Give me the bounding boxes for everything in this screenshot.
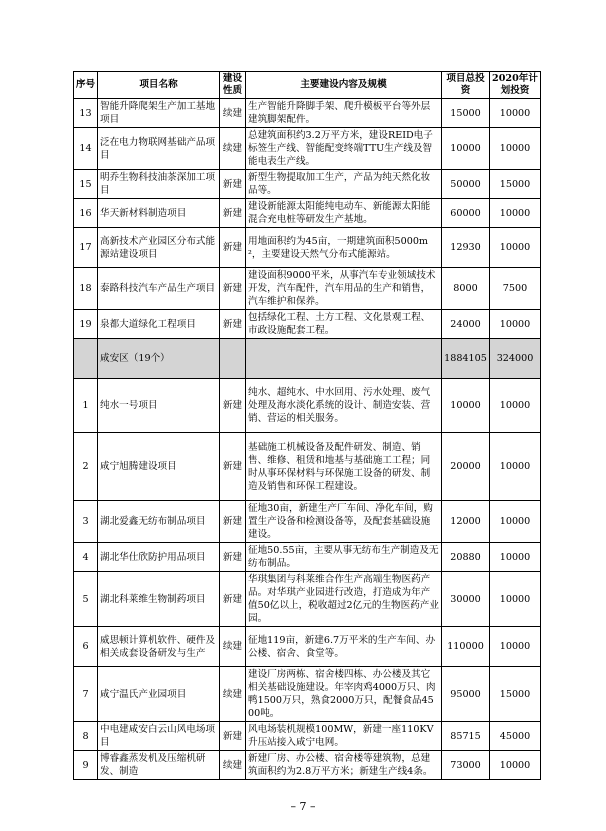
- row-no-cell: 8: [74, 722, 98, 751]
- section-name-cell: 咸安区（19个）: [98, 339, 220, 379]
- page-number: – 7 –: [290, 800, 316, 813]
- row-content-cell: 总建筑面积约3.2万平方米，建设REID电子标签生产线、智能配变终端TTU生产线及智能电表生产线。: [246, 128, 442, 170]
- row-no-cell: 4: [74, 543, 98, 572]
- row-no-cell: 14: [74, 128, 98, 170]
- row-name-cell: 纯水一号项目: [98, 379, 220, 433]
- table-row: [74, 543, 541, 572]
- row-name-cell: 华天新材料制造项目: [98, 199, 220, 228]
- row-no-cell: 6: [74, 627, 98, 667]
- row-no-cell: 15: [74, 170, 98, 199]
- row-total-cell: 73000: [442, 751, 490, 780]
- table-row: [74, 751, 541, 780]
- row-no-cell: 2: [74, 433, 98, 501]
- row-name-cell: 泉都大道绿化工程项目: [98, 310, 220, 339]
- table-row: [74, 433, 541, 501]
- row-plan-cell: 15000: [490, 170, 541, 199]
- row-name-cell: 湖北科莱维生物制药项目: [98, 572, 220, 627]
- row-total-cell: 15000: [442, 99, 490, 128]
- row-plan-cell: 10000: [490, 99, 541, 128]
- row-total-cell: 10000: [442, 128, 490, 170]
- row-name-cell: 中电建咸安白云山风电场项目: [98, 722, 220, 751]
- row-total-cell: 20000: [442, 433, 490, 501]
- row-type-cell: 新建: [220, 543, 246, 572]
- row-total-cell: 24000: [442, 310, 490, 339]
- row-plan-cell: 10000: [490, 379, 541, 433]
- table-row: [74, 667, 541, 722]
- row-name-cell: 湖北华仕欣防护用品项目: [98, 543, 220, 572]
- row-plan-cell: 10000: [490, 543, 541, 572]
- row-plan-cell: 10000: [490, 751, 541, 780]
- row-name-cell: 明乔生物科技油茶深加工项目: [98, 170, 220, 199]
- row-type-cell: 新建: [220, 433, 246, 501]
- row-content-cell: 包括绿化工程、土方工程、文化景观工程、市政设施配套工程。: [246, 310, 442, 339]
- row-total-cell: 12000: [442, 501, 490, 543]
- row-type-cell: 续建: [220, 667, 246, 722]
- row-name-cell: 博睿鑫蒸发机及压缩机研发、制造: [98, 751, 220, 780]
- row-name-cell: 咸宁旭腾建设项目: [98, 433, 220, 501]
- row-no-cell: 5: [74, 572, 98, 627]
- row-total-cell: 50000: [442, 170, 490, 199]
- row-total-cell: 60000: [442, 199, 490, 228]
- row-no-cell: 18: [74, 268, 98, 310]
- row-no-cell: 19: [74, 310, 98, 339]
- section-total-cell: 1884105: [442, 339, 490, 379]
- row-type-cell: 新建: [220, 170, 246, 199]
- row-plan-cell: 10000: [490, 572, 541, 627]
- row-plan-cell: 10000: [490, 433, 541, 501]
- table-row: [74, 627, 541, 667]
- table-row: [74, 722, 541, 751]
- row-content-cell: 风电场装机规模100MW，新建一座110KV升压站接入咸宁电网。: [246, 722, 442, 751]
- row-type-cell: 续建: [220, 99, 246, 128]
- row-name-cell: 湖北爱鑫无纺布制品项目: [98, 501, 220, 543]
- row-total-cell: 10000: [442, 379, 490, 433]
- row-type-cell: 新建: [220, 228, 246, 268]
- header-no: 序号: [74, 72, 98, 99]
- row-no-cell: 13: [74, 99, 98, 128]
- row-type-cell: 新建: [220, 572, 246, 627]
- table-row: [74, 228, 541, 268]
- header-name: 项目名称: [98, 72, 220, 99]
- row-plan-cell: 10000: [490, 501, 541, 543]
- row-no-cell: 7: [74, 667, 98, 722]
- row-name-cell: 高新技术产业园区分布式能源站建设项目: [98, 228, 220, 268]
- project-table: [73, 71, 541, 780]
- row-plan-cell: 10000: [490, 627, 541, 667]
- row-no-cell: 16: [74, 199, 98, 228]
- section-row: [74, 339, 541, 379]
- row-total-cell: 20880: [442, 543, 490, 572]
- row-content-cell: 用地面积约为45亩，一期建筑面积5000m²，主要建设天然气分布式能源站。: [246, 228, 442, 268]
- header-type: 建设性质: [220, 72, 246, 99]
- row-type-cell: 续建: [220, 627, 246, 667]
- row-plan-cell: 45000: [490, 722, 541, 751]
- row-name-cell: 智能升降爬架生产加工基地项目: [98, 99, 220, 128]
- row-name-cell: 威思顿计算机软件、硬件及相关成套设备研发与生产: [98, 627, 220, 667]
- row-type-cell: 续建: [220, 128, 246, 170]
- table-row: [74, 379, 541, 433]
- table-row: [74, 99, 541, 128]
- row-total-cell: 30000: [442, 572, 490, 627]
- header-content: 主要建设内容及规模: [246, 72, 442, 99]
- row-name-cell: 泰路科技汽车产品生产项目: [98, 268, 220, 310]
- row-name-cell: 咸宁温氏产业园项目: [98, 667, 220, 722]
- section-plan-cell: 324000: [490, 339, 541, 379]
- row-content-cell: 新建厂房、办公楼、宿舍楼等建筑物，总建筑面积约为2.8万平方米；新建生产线4条。: [246, 751, 442, 780]
- row-content-cell: 征地119亩，新建6.7万平米的生产车间、办公楼、宿舍、食堂等。: [246, 627, 442, 667]
- section-empty-cell: [220, 339, 246, 379]
- table-row: [74, 170, 541, 199]
- row-no-cell: 3: [74, 501, 98, 543]
- row-type-cell: 新建: [220, 501, 246, 543]
- row-total-cell: 85715: [442, 722, 490, 751]
- row-plan-cell: 10000: [490, 199, 541, 228]
- section-empty-cell: [246, 339, 442, 379]
- table-row: [74, 199, 541, 228]
- row-total-cell: 12930: [442, 228, 490, 268]
- row-no-cell: 9: [74, 751, 98, 780]
- row-name-cell: 泛在电力物联网基础产品项目: [98, 128, 220, 170]
- row-plan-cell: 10000: [490, 310, 541, 339]
- row-content-cell: 华琪集团与科莱维合作生产高端生物医药产品。对华琪产业园进行改造，打造成为年产值50亿以上，税收超过2亿元的生物医药产业园。: [246, 572, 442, 627]
- table-row: [74, 501, 541, 543]
- row-no-cell: 17: [74, 228, 98, 268]
- row-total-cell: 8000: [442, 268, 490, 310]
- row-content-cell: 纯水、超纯水、中水回用、污水处理、废气处理及海水淡化系统的设计、制造安装、营销、营运的相关服务。: [246, 379, 442, 433]
- row-content-cell: 建设新能源太阳能纯电动车、新能源太阳能混合充电桩等研发生产基地。: [246, 199, 442, 228]
- table-row: [74, 128, 541, 170]
- row-type-cell: 新建: [220, 268, 246, 310]
- row-type-cell: 新建: [220, 310, 246, 339]
- row-no-cell: 1: [74, 379, 98, 433]
- row-content-cell: 新型生物提取加工生产，产品为纯天然化妆品等。: [246, 170, 442, 199]
- row-content-cell: 征地30亩，新建生产厂车间、净化车间，购置生产设备和检测设备等，及配套基础设施建设。: [246, 501, 442, 543]
- row-content-cell: 建设面积9000平米，从事汽车专业领域技术开发，汽车配件，汽车用品的生产和销售，汽车维护和保养。: [246, 268, 442, 310]
- table-header-row: [74, 72, 541, 99]
- row-total-cell: 110000: [442, 627, 490, 667]
- row-type-cell: 新建: [220, 379, 246, 433]
- row-plan-cell: 10000: [490, 128, 541, 170]
- table-row: [74, 310, 541, 339]
- header-total: 项目总投资: [442, 72, 490, 99]
- row-content-cell: 征地50.55亩，主要从事无纺布生产制造及无纺布制品。: [246, 543, 442, 572]
- row-plan-cell: 7500: [490, 268, 541, 310]
- row-content-cell: 基础施工机械设备及配件研发、制造、销售、维修、租赁和地基与基础施工工程；同时从事环保材料与环保施工设备的研发、制造及销售和环保工程建设。: [246, 433, 442, 501]
- table-row: [74, 268, 541, 310]
- row-type-cell: 续建: [220, 751, 246, 780]
- row-content-cell: 建设厂房两栋、宿舍楼四栋、办公楼及其它相关基础设施建设。年宰肉鸡4000万只、肉鸭1500万只，熟食2000万只，配餐食品4500吨。: [246, 667, 442, 722]
- row-plan-cell: 10000: [490, 228, 541, 268]
- row-total-cell: 95000: [442, 667, 490, 722]
- table-row: [74, 572, 541, 627]
- row-type-cell: 新建: [220, 722, 246, 751]
- row-content-cell: 生产智能升降脚手架、爬升模板平台等外层建筑脚架配件。: [246, 99, 442, 128]
- row-type-cell: 新建: [220, 199, 246, 228]
- section-empty-cell: [74, 339, 98, 379]
- row-plan-cell: 15000: [490, 667, 541, 722]
- header-plan: 2020年计划投资: [490, 72, 541, 99]
